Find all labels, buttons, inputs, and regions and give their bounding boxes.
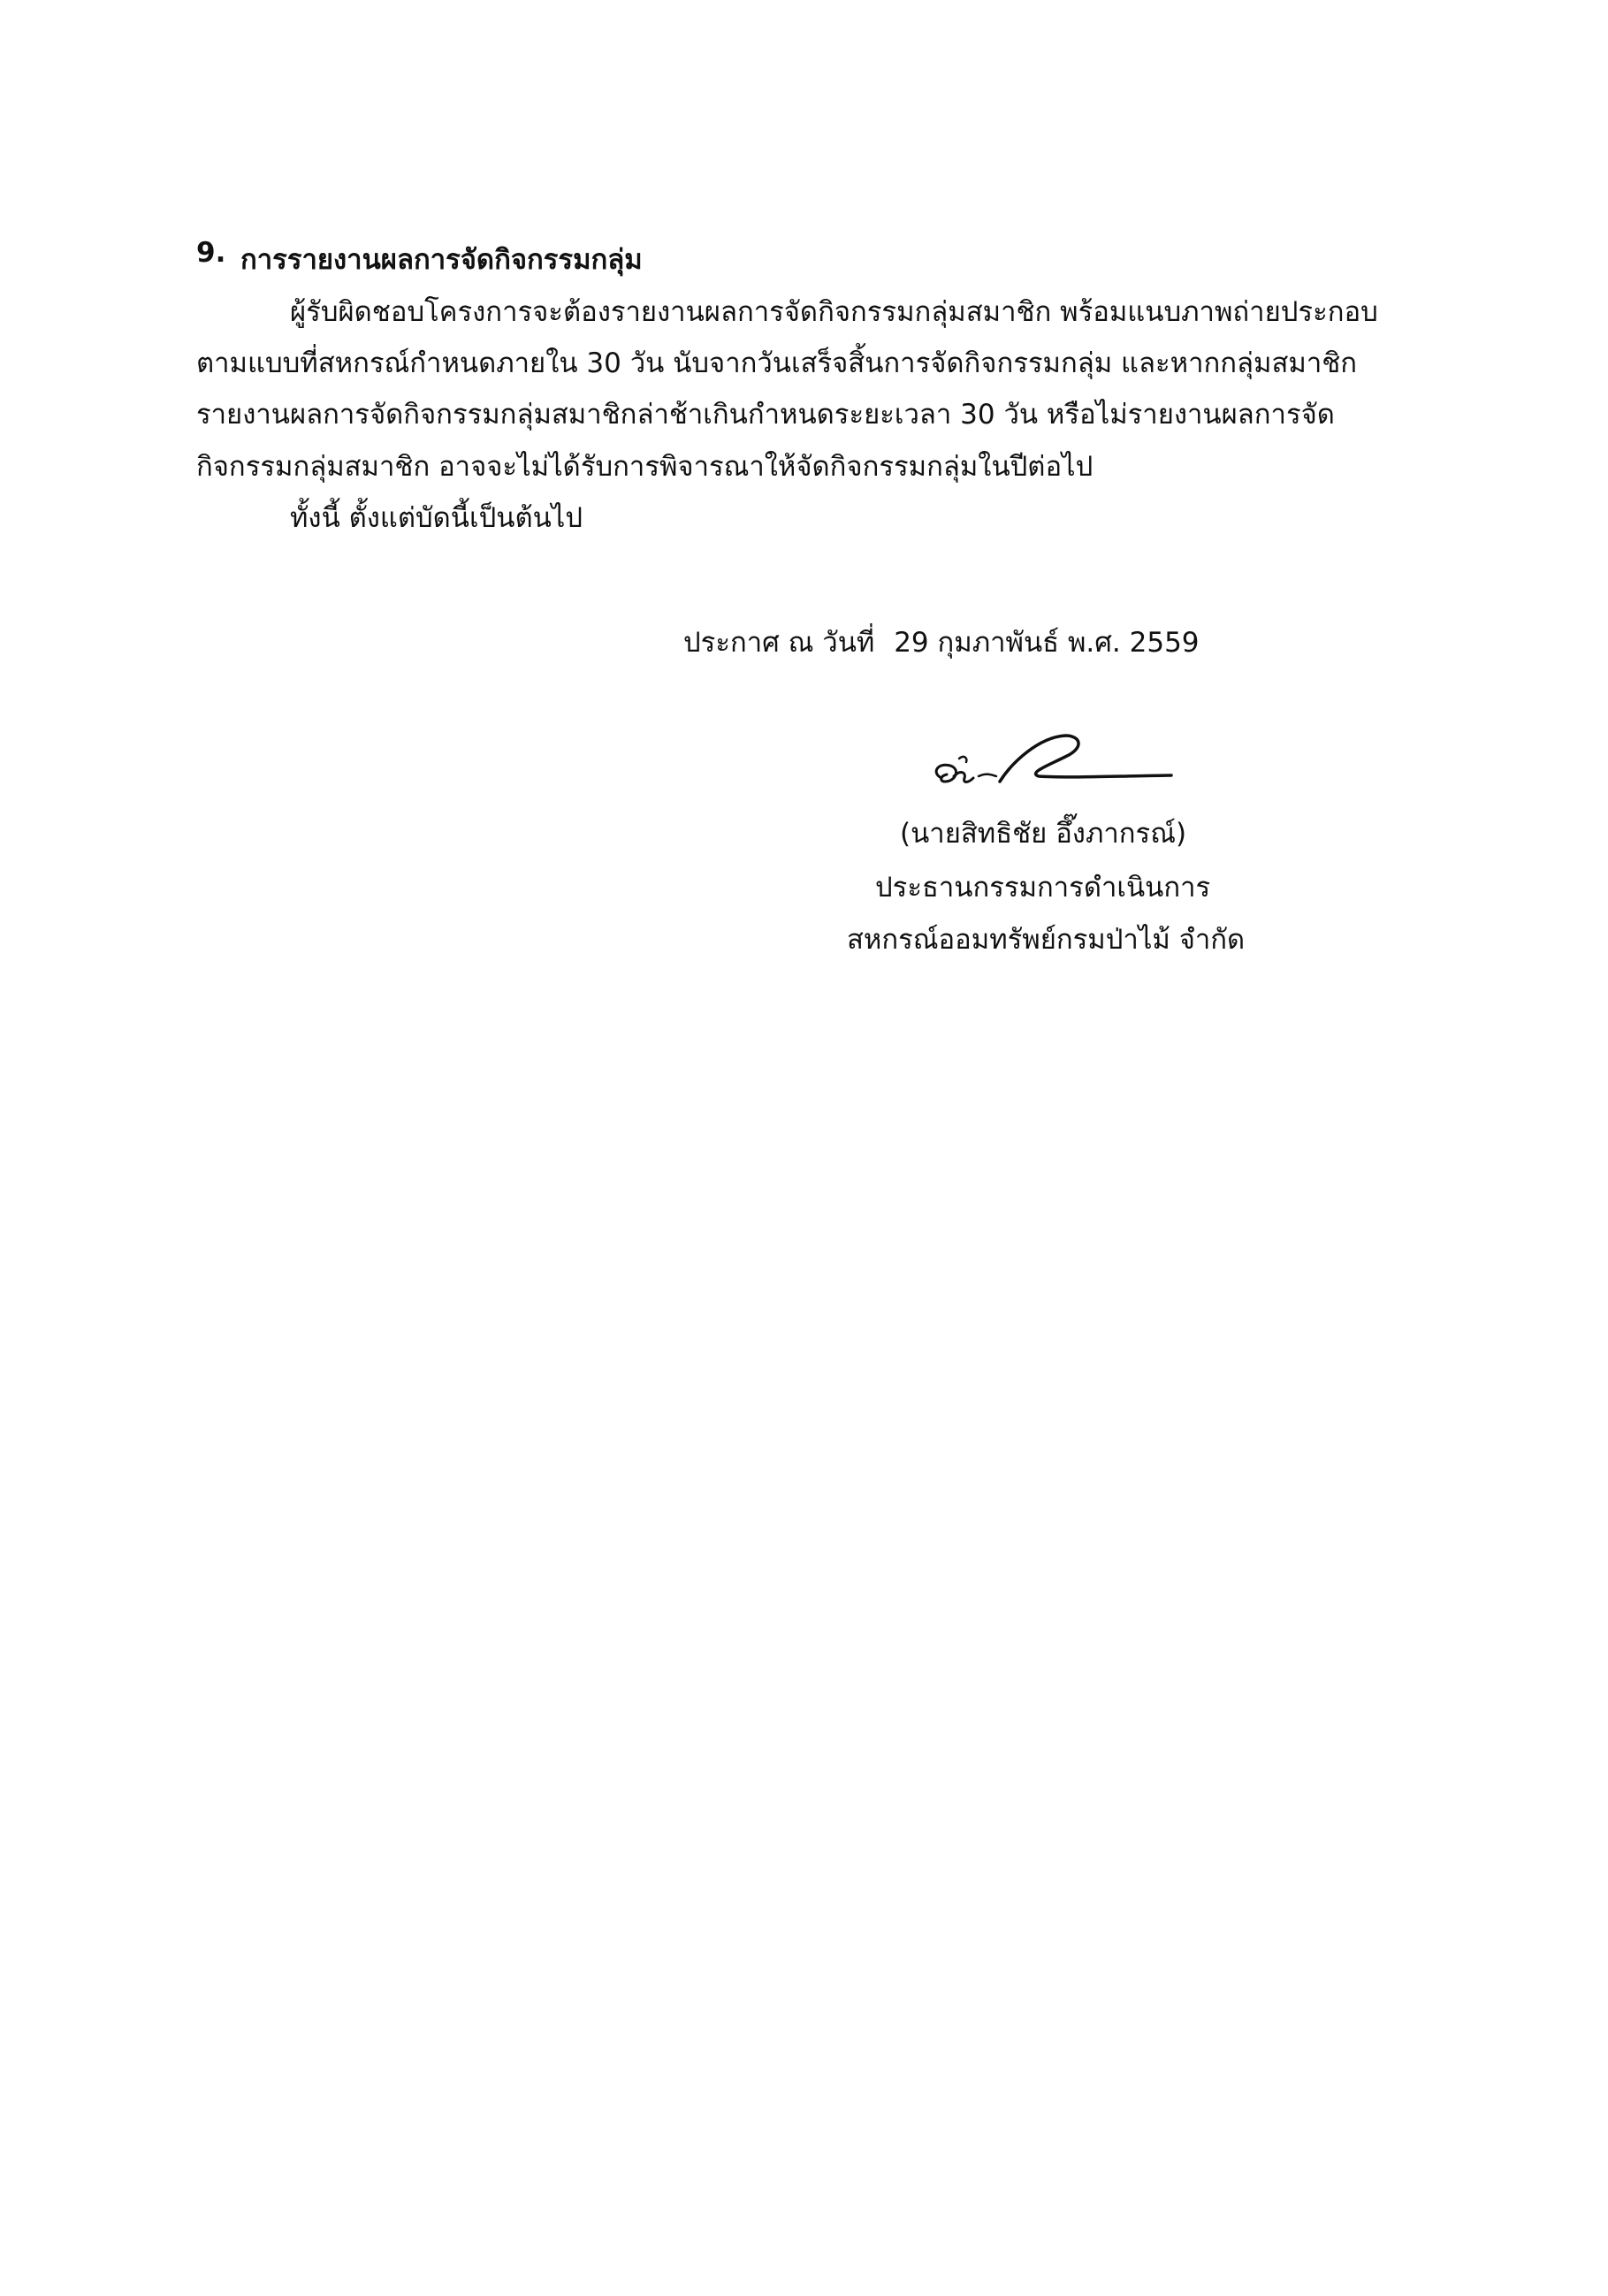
signatory-organization: สหกรณ์ออมทรัพย์กรมป่าไม้ จำกัด [847,924,1246,956]
paragraph-line: ผู้รับผิดชอบโครงการจะต้องรายงานผลการจัดกิจกรรมกลุ่มสมาชิก พร้อมแนบภาพถ่ายประกอบ [290,296,1378,328]
announcement-date-line [683,620,1200,664]
section-number: 9. [196,237,226,269]
signatory-name: (นายสิทธิชัย อึ๊งภากรณ์) [900,818,1187,850]
announcement-date: 29 กุมภาพันธ์ พ.ศ. 2559 [894,627,1200,659]
paragraph-line: รายงานผลการจัดกิจกรรมกลุ่มสมาชิกล่าช้าเกินกำหนดระยะเวลา 30 วัน หรือไม่รายงานผลการจัด [196,399,1335,431]
paragraph-line: กิจกรรมกลุ่มสมาชิก อาจจะไม่ได้รับการพิจารณาให้จัดกิจกรรมกลุ่มในปีต่อไป [196,451,1094,483]
paragraph-line: ตามแบบที่สหกรณ์กำหนดภายใน 30 วัน นับจากวันเสร็จสิ้นการจัดกิจกรรมกลุ่ม และหากกลุ่มสมาชิก [196,347,1358,379]
section-title: การรายงานผลการจัดกิจกรรมกลุ่ม [240,244,643,276]
section-heading [196,237,643,281]
closing-line: ทั้งนี้ ตั้งแต่บัดนี้เป็นต้นไป [290,502,583,534]
handwritten-signature [915,727,1180,797]
announcement-prefix: ประกาศ ณ วันที่ [683,627,875,659]
signatory-position: ประธานกรรมการดำเนินการ [875,872,1211,904]
